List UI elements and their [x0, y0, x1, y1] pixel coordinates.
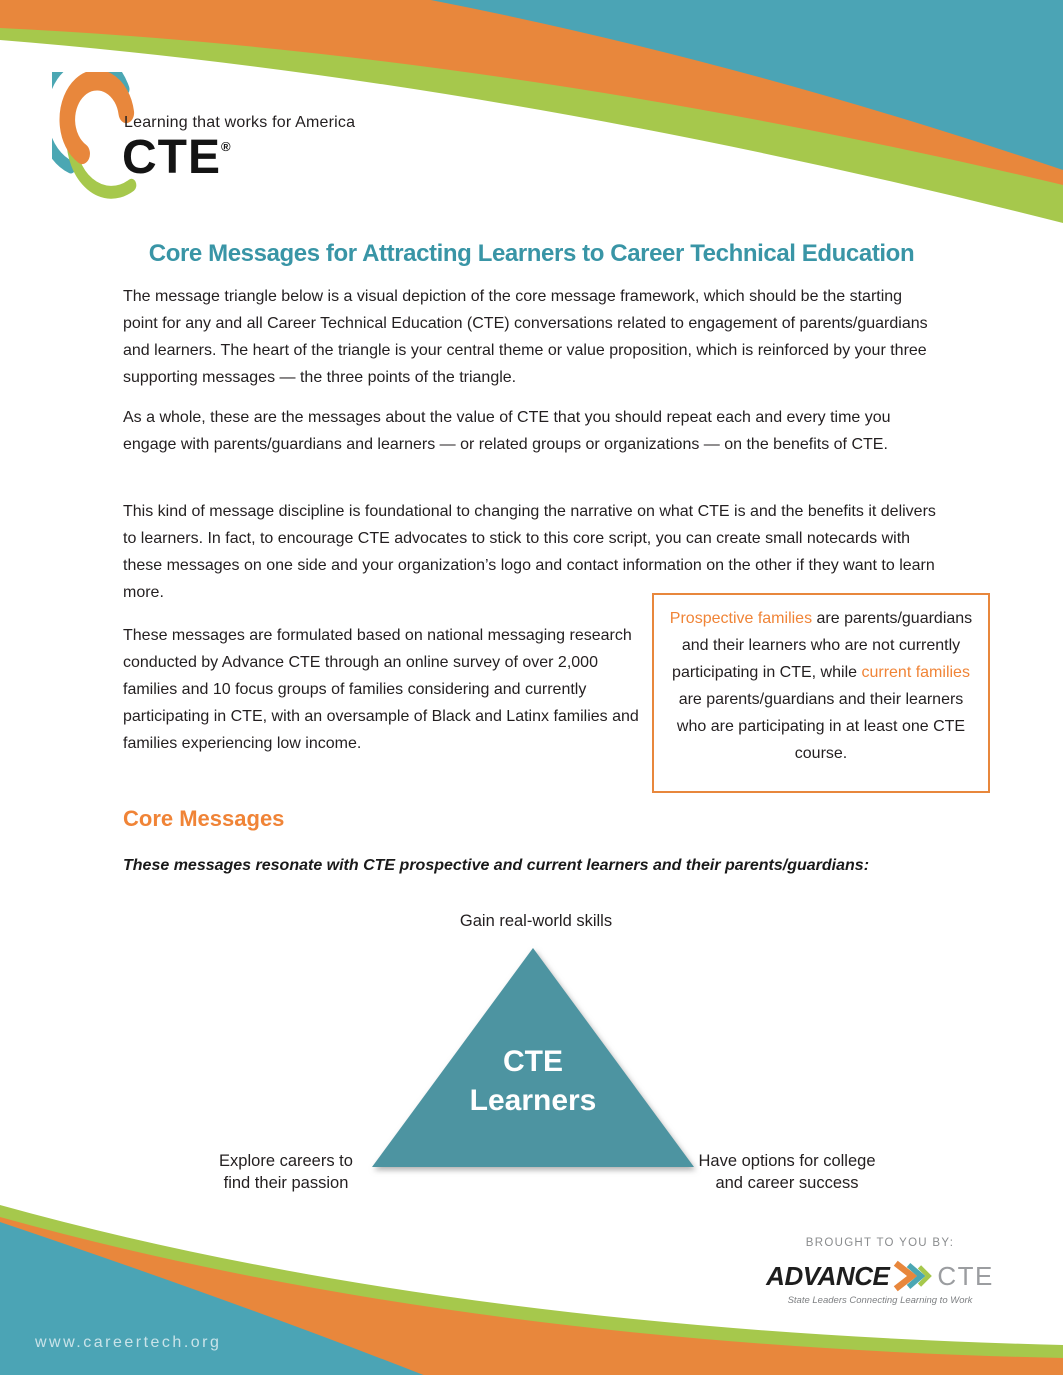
- advance-chevron-icon: [893, 1260, 935, 1292]
- brand-tagline: Learning that works for America: [124, 114, 356, 131]
- triangle-center-label: [433, 1042, 633, 1120]
- page-title: Core Messages for Attracting Learners to Career Technical Education: [148, 240, 915, 267]
- triangle-top-label: Gain real-world skills: [459, 912, 613, 930]
- body-paragraph-3: This kind of message discipline is foundational to changing the narrative on what CTE is and the benefits it delivers to learners. In fact, to encourage CTE advocates to stick to this core script, you can create small notecards with these messages on one side and your organization’s logo and contact information on the other if they want to learn more.: [123, 503, 936, 601]
- triangle-right-label: Have options for college and career success: [698, 1152, 876, 1192]
- website-link[interactable]: www.careertech.org: [35, 1334, 222, 1351]
- current-families-term: current families: [861, 664, 970, 681]
- triangle-center-line1: CTE: [503, 1045, 563, 1078]
- advance-wordmark: ADVANCE: [766, 1260, 890, 1291]
- triangle-center-line2: Learners: [469, 1084, 597, 1117]
- advance-cte-logo: [762, 1260, 998, 1292]
- brand-wordmark: CTE®: [122, 131, 232, 184]
- callout-text: are parents/guardians and their learners who are participating in at least one CTE course.: [676, 691, 966, 762]
- triangle-left-label: Explore careers to find their passion: [219, 1152, 353, 1192]
- advance-tagline: State Leaders Connecting Learning to Work: [787, 1295, 973, 1306]
- prospective-families-term: Prospective families: [669, 610, 813, 627]
- core-messages-heading: Core Messages: [123, 806, 285, 831]
- body-paragraph-2: As a whole, these are the messages about the value of CTE that you should repeat each and every time you engage with parents/guardians and learners — or related groups or organizations — on the benefits of CTE.: [123, 409, 891, 453]
- body-paragraph-1: The message triangle below is a visual depiction of the core message framework, which should be the starting point for any and all Career Technical Education (CTE) conversations related to engagement of parents/guardians and learners. The heart of the triangle is your central theme or value proposition, which is reinforced by your three supporting messages — the three points of the triangle.: [123, 288, 928, 386]
- registered-mark: ®: [221, 139, 232, 154]
- brought-by-label: BROUGHT TO YOU BY:: [805, 1237, 955, 1249]
- brought-to-you-by-block: [762, 1237, 998, 1306]
- core-messages-intro: These messages resonate with CTE prospective and current learners and their parents/guardians:: [123, 857, 870, 874]
- cte-brand-logo: [50, 70, 430, 210]
- families-definition-callout: [652, 593, 990, 793]
- body-paragraph-4: These messages are formulated based on national messaging research conducted by Advance CTE through an online survey of over 2,000 families and 10 focus groups of families considering and currently participating in CTE, with an oversample of Black and Latinx families and families experiencing low income.: [123, 627, 639, 752]
- callout-text: are parents/guardians and their learners who are not currently participating in CTE, while: [672, 610, 973, 681]
- advance-cte-text: CTE: [937, 1260, 994, 1291]
